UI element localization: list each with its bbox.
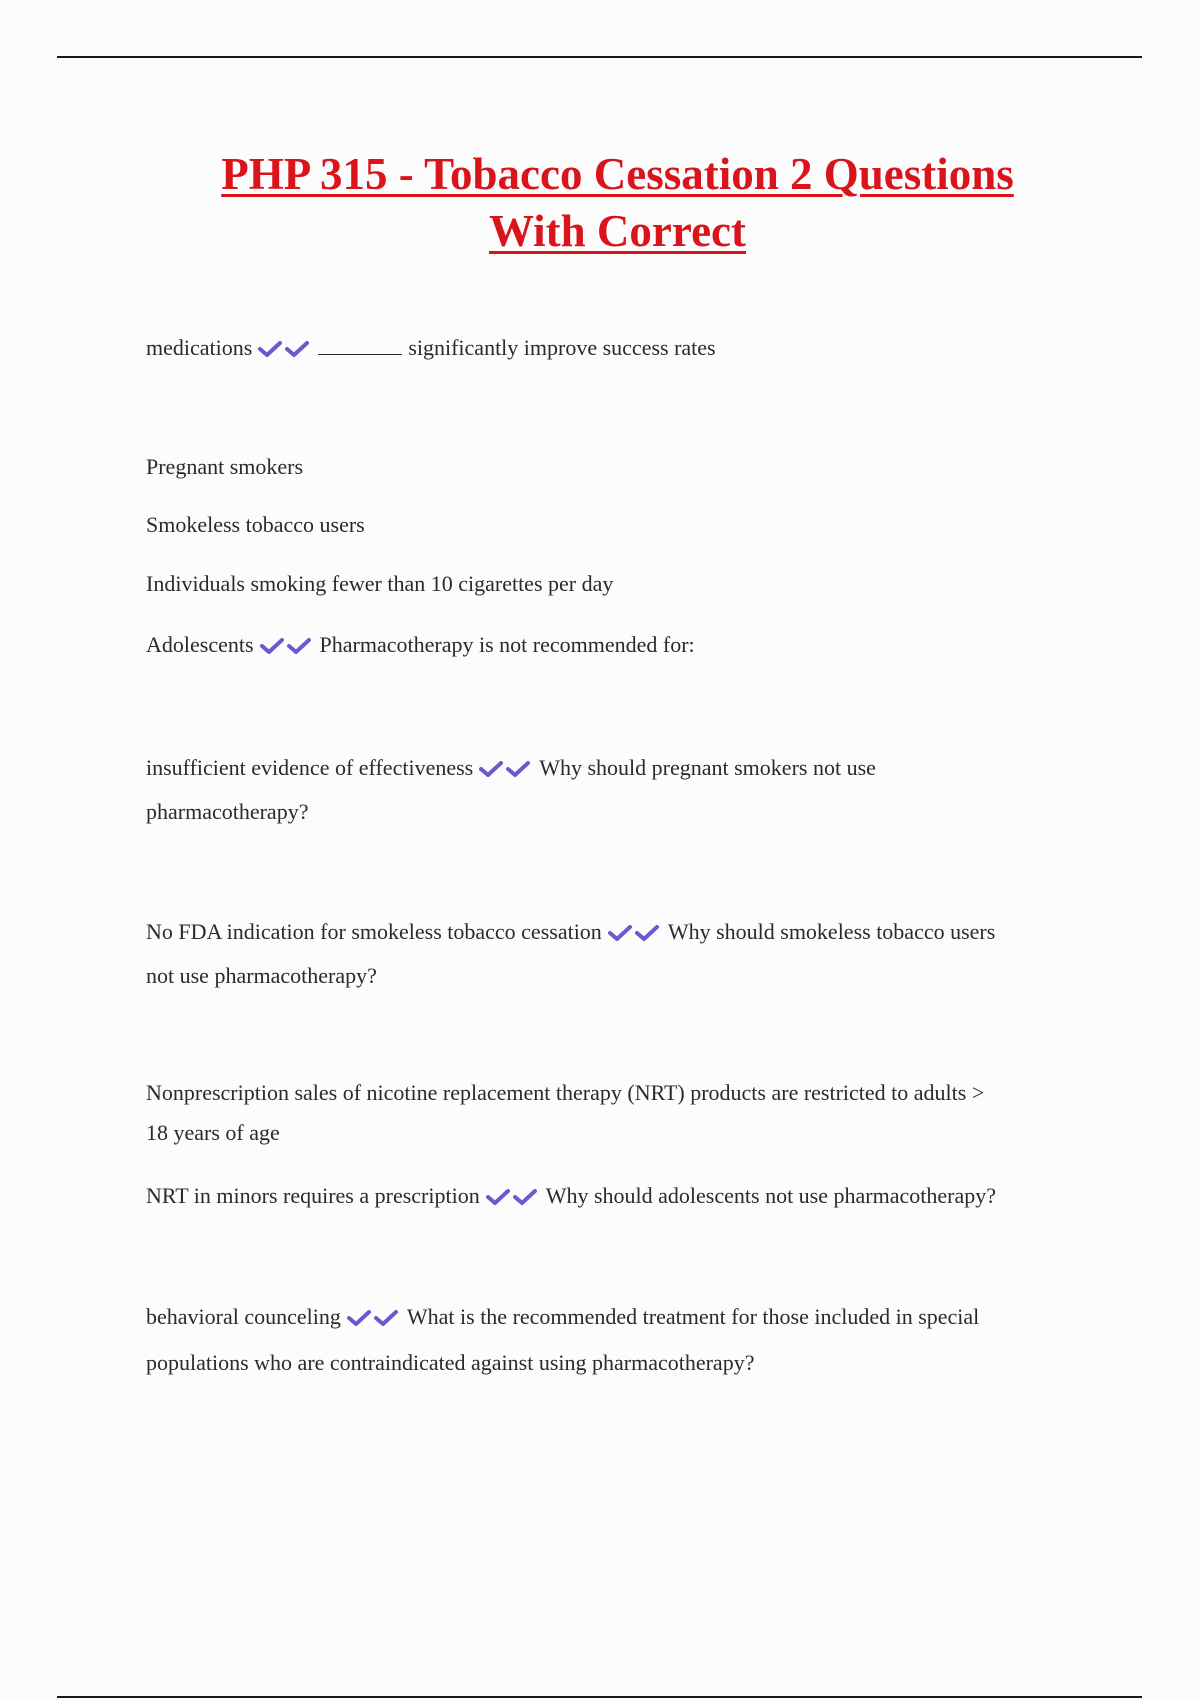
fill-in-blank (318, 336, 402, 355)
answer-text: Adolescents (146, 632, 254, 657)
list-item: Smokeless tobacco users (146, 512, 365, 537)
qa-item-4 (146, 917, 995, 950)
question-continuation: not use pharmacotherapy? (146, 963, 377, 988)
double-check-icon (258, 336, 312, 366)
question-text: significantly improve success rates (408, 335, 716, 360)
answer-text: behavioral counceling (146, 1304, 341, 1329)
bottom-rule (57, 1696, 1142, 1698)
question-text: What is the recommended treatment for those included in special (406, 1304, 980, 1329)
page-title (100, 146, 1135, 260)
answer-text: insufficient evidence of effectiveness (146, 755, 474, 780)
double-check-icon (479, 756, 533, 786)
list-item-continuation: 18 years of age (146, 1120, 280, 1145)
title-line-2: With Correct (488, 206, 746, 256)
list-item: Pregnant smokers (146, 454, 304, 479)
double-check-icon (260, 633, 314, 663)
question-continuation: populations who are contraindicated against using pharmacotherapy? (146, 1350, 755, 1375)
question-text: Why should pregnant smokers not use (539, 755, 876, 780)
qa-item-2 (146, 630, 695, 663)
question-text: Why should smokeless tobacco users (667, 919, 996, 944)
double-check-icon (347, 1305, 401, 1335)
question-text: Why should adolescents not use pharmacotherapy? (545, 1183, 996, 1208)
answer-text: medications (146, 335, 253, 360)
qa-item-5 (146, 1181, 996, 1214)
qa-item-6 (146, 1302, 979, 1335)
answer-text: NRT in minors requires a prescription (146, 1183, 480, 1208)
list-item: Individuals smoking fewer than 10 cigarettes per day (146, 571, 614, 596)
qa-item-3 (146, 753, 876, 786)
answer-text: No FDA indication for smokeless tobacco cessation (146, 919, 602, 944)
top-rule (57, 56, 1142, 58)
question-continuation: pharmacotherapy? (146, 799, 309, 824)
double-check-icon (608, 920, 662, 950)
double-check-icon (486, 1184, 540, 1214)
title-line-1: PHP 315 - Tobacco Cessation 2 Questions (221, 149, 1014, 199)
qa-item-1 (146, 333, 716, 366)
list-item: Nonprescription sales of nicotine replacement therapy (NRT) products are restricted to adults > (146, 1080, 985, 1105)
question-text: Pharmacotherapy is not recommended for: (319, 632, 695, 657)
